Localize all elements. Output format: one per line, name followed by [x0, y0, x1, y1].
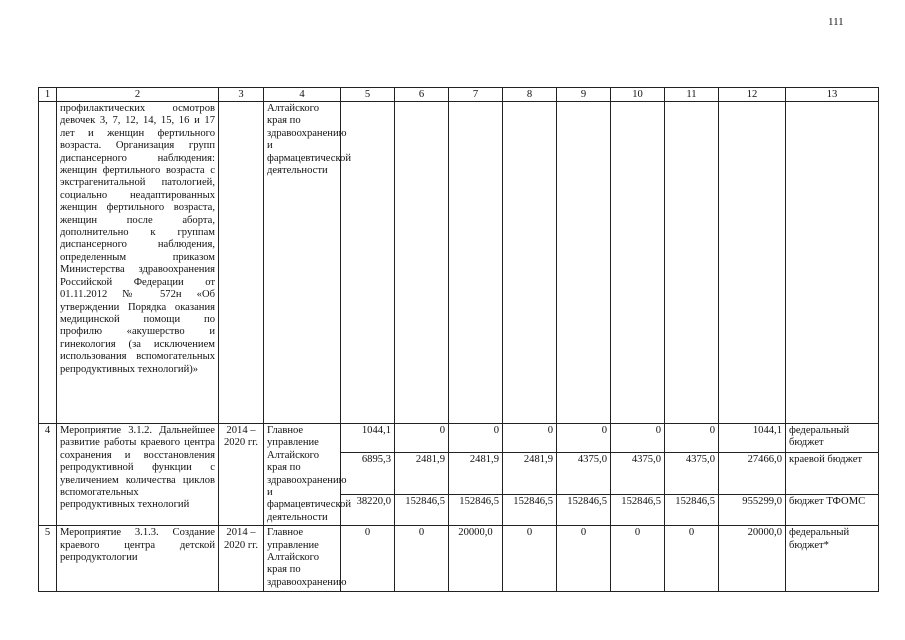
value-cell: 0: [665, 424, 719, 453]
period-cell: 2014 – 2020 гг.: [219, 526, 264, 592]
source-cell: краевой бюджет: [786, 453, 879, 495]
source-cell: федеральный бюджет*: [786, 526, 879, 592]
value-cell: 38220,0: [341, 494, 395, 525]
executor-cell: Алтайского края по здравоохранению и фармацевтической деятельности: [264, 102, 341, 424]
value-cell: 0: [611, 424, 665, 453]
description-cell: Мероприятие 3.1.2. Дальнейшее развитие работы краевого центра сохранения и восстановления репродуктивной функции с увеличением количества циклов вспомогательных репродуктивных технологий: [57, 424, 219, 526]
value-cell: 27466,0: [719, 453, 786, 495]
col-header: 8: [503, 88, 557, 102]
col-header: 5: [341, 88, 395, 102]
value-cell: 20000,0: [449, 526, 503, 592]
value-cell: 1044,1: [341, 424, 395, 453]
table-row: [39, 526, 879, 592]
value-cell: 2481,9: [503, 453, 557, 495]
col-header: 9: [557, 88, 611, 102]
value-cell: 0: [503, 424, 557, 453]
source-cell: федеральный бюджет: [786, 424, 879, 453]
value-cell: 152846,5: [449, 494, 503, 525]
value-cell: 20000,0: [719, 526, 786, 592]
header-row: [39, 88, 879, 102]
col-header: 4: [264, 88, 341, 102]
source-cell: бюджет ТФОМС: [786, 494, 879, 525]
value-cell: 0: [449, 424, 503, 453]
value-cell: 2481,9: [449, 453, 503, 495]
col-header: 11: [665, 88, 719, 102]
row-number: 4: [39, 424, 57, 526]
program-table: [38, 87, 879, 592]
col-header: 7: [449, 88, 503, 102]
value-cell: 0: [503, 526, 557, 592]
value-cell: 152846,5: [395, 494, 449, 525]
value-cell: 0: [395, 526, 449, 592]
executor-cell: Главное управление Алтайского края по здравоохранению и фармацевтической деятельности: [264, 424, 341, 526]
col-header: 6: [395, 88, 449, 102]
description-cell: профилактических осмотров девочек 3, 7, 12, 14, 15, 16 и 17 лет и женщин фертильного возраста. Организация групп диспансерного наблюдения: женщин фертильного возраста с экстрагенитальной патологией, социально неадаптированных женщин фертильного возраста, женщин после аборта, дополнительно к группам диспансерного наблюдения, определенным приказом Министерства здравоохранения Российской Федерации от 01.11.2012 № 572н «Об утверждении Порядка оказания медицинской помощи по профилю «акушерство и гинекология (за исключением использования вспомогательных репродуктивных технологий)»: [57, 102, 219, 424]
value-cell: 4375,0: [665, 453, 719, 495]
value-cell: 4375,0: [611, 453, 665, 495]
value-cell: 152846,5: [665, 494, 719, 525]
value-cell: 0: [665, 526, 719, 592]
executor-cell: Главное управление Алтайского края по здравоохранению: [264, 526, 341, 592]
value-cell: 0: [611, 526, 665, 592]
col-header: 3: [219, 88, 264, 102]
value-cell: 0: [395, 424, 449, 453]
page-number: 111: [828, 16, 844, 28]
col-header: 12: [719, 88, 786, 102]
table-row: [39, 424, 879, 453]
value-cell: 1044,1: [719, 424, 786, 453]
value-cell: 955299,0: [719, 494, 786, 525]
value-cell: 6895,3: [341, 453, 395, 495]
table-row: [39, 102, 879, 424]
description-cell: Мероприятие 3.1.3. Создание краевого центра детской репродуктологии: [57, 526, 219, 592]
value-cell: 152846,5: [557, 494, 611, 525]
period-cell: 2014 – 2020 гг.: [219, 424, 264, 526]
value-cell: 0: [557, 526, 611, 592]
value-cell: 0: [557, 424, 611, 453]
value-cell: 152846,5: [611, 494, 665, 525]
value-cell: 152846,5: [503, 494, 557, 525]
col-header: 2: [57, 88, 219, 102]
value-cell: 0: [341, 526, 395, 592]
col-header: 10: [611, 88, 665, 102]
col-header: 13: [786, 88, 879, 102]
row-number: 5: [39, 526, 57, 592]
value-cell: 2481,9: [395, 453, 449, 495]
value-cell: 4375,0: [557, 453, 611, 495]
col-header: 1: [39, 88, 57, 102]
